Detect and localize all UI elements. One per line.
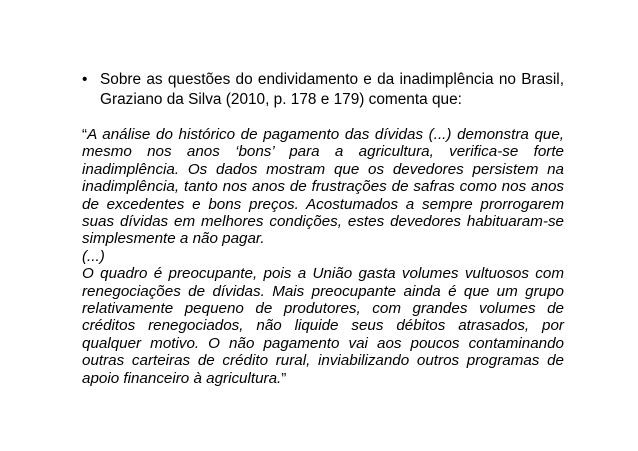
quote-close-mark: ” (281, 369, 287, 387)
bullet-text: Sobre as questões do endividamento e da inadimplência no Brasil, Graziano da Silva (2010, p. 178 e 179) comenta que: (100, 71, 564, 108)
quote-paragraph-2-text: O quadro é preocupante, pois a União gasta volumes vultuosos com renegociações de dívidas. Mais preocupante ainda é que um grupo relativamente pequeno de produtores, com grandes volumes de créditos renegociados, não liquide seus débitos atrasados, por qualquer motivo. O não pagamento vai aos poucos contaminando outras carteiras de crédito rural, inviabilizando outros programas de apoio financeiro à agricultura. (82, 265, 564, 387)
quote-open-mark: “ (82, 126, 88, 143)
quote-paragraph-1 (82, 126, 564, 248)
bullet-item (82, 70, 564, 110)
quote-paragraph-2 (82, 265, 564, 387)
bullet-icon: • (82, 71, 88, 88)
quote-ellipsis: (...) (82, 247, 105, 265)
quote-paragraph-1-text: A análise do histórico de pagamento das dívidas (...) demonstra que, mesmo nos anos ‘bons’ para a agricultura, verifica-se forte inadimplência. Os dados mostram que os devedores persistem na inadimplência, tanto nos anos de frustrações de safras como nos anos de excedentes e bons preços. Acostumados a sempre prorrogarem suas dívidas em melhores condições, estes devedores habituaram-se simplesmente a não pagar. (82, 126, 564, 248)
block-quote (82, 126, 564, 387)
